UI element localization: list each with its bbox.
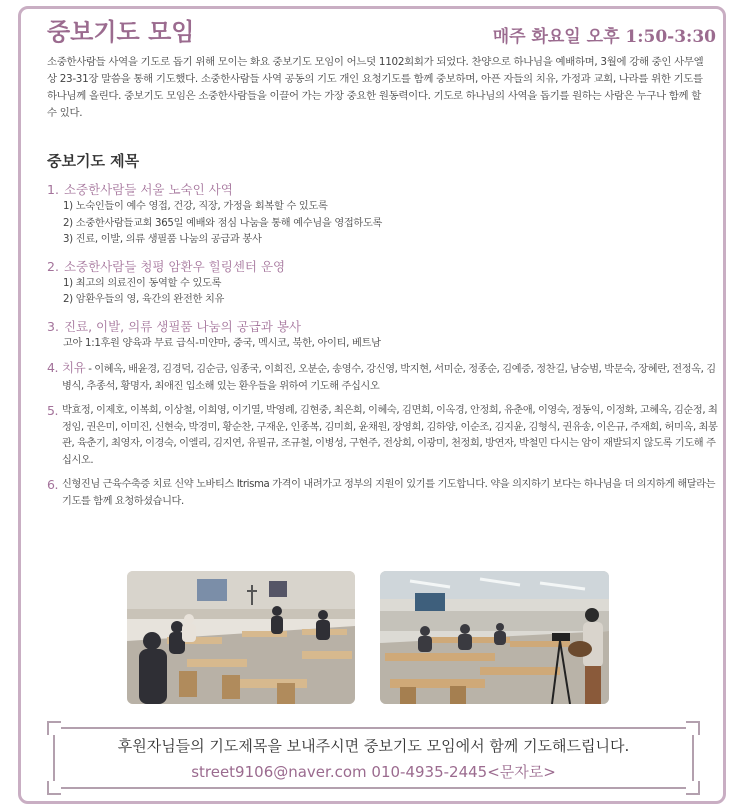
- ornament-corner: [47, 721, 61, 735]
- prayer-item-2: [47, 257, 719, 309]
- prayer-item-1: [47, 180, 719, 249]
- meeting-photo-2: [380, 571, 609, 704]
- prayer-item-3: [47, 317, 719, 353]
- item-number: 1.: [47, 182, 59, 197]
- contact-message: 후원자님들의 기도제목을 보내주시면 중보기도 모임에서 함께 기도해드립니다.: [117, 737, 630, 755]
- item-number: 3.: [47, 318, 59, 334]
- prayer-item-heading: [47, 317, 719, 336]
- ornament-corner: [686, 721, 700, 735]
- sub-item: 고아 1:1후원 양육과 무료 급식-미얀마, 중국, 멕시코, 북한, 아이티, 베트남: [63, 337, 381, 349]
- prayer-item-6: [47, 477, 719, 510]
- prayer-item-heading: [47, 180, 719, 199]
- item-title: 진료, 이발, 의류 생필품 나눔의 공급과 봉사: [63, 318, 302, 334]
- prayer-item-4: [47, 360, 719, 395]
- medication-request: 신형진님 근육수축증 치료 신약 노바티스 Itrisma 가격이 내려가고 정부의 지원이 있기를 기도합니다. 약을 의지하기 보다는 하나님을 더 의지하게 해달라는 기도를 함께 요청하셨습니다.: [62, 479, 716, 507]
- intro-paragraph: 소중한사람들 사역을 기도로 돕기 위해 모이는 화요 중보기도 모임이 어느덧 1102회회가 되었다. 찬양으로 하나님을 예배하며, 3월에 강해 중인 사무엘상 23-31장 말씀을 통해 기도했다. 소중한사람들 사역 공동의 기도 개인 요청기도를 함께 중보하며, 아픈 자들의 치유, 가정과 교회, 나라를 위한 기도를 하나님께 올린다. 중보기도 모임은 소중한사람들을 이끌어 가는 가장 중요한 원동력이다. 기도로 하나님의 사역을 돕기를 원하는 사람은 누구나 함께 할 수 있다.: [47, 56, 704, 119]
- contact-box: [53, 727, 694, 789]
- prayer-item-5: [47, 403, 719, 469]
- prayer-list: [47, 180, 719, 518]
- page-title: 중보기도 모임: [47, 17, 195, 46]
- ornament-corner: [47, 781, 61, 795]
- sub-item: 3) 진료, 이발, 의류 생필품 나눔의 공급과 봉사: [63, 234, 262, 245]
- healing-text: - 이혜옥, 배윤경, 김경덕, 김순금, 임종국, 이희진, 오분순, 송영수, 강신영, 박지현, 서미순, 정종순, 김예증, 정찬길, 남승범, 박문숙, 장혜란, 전정옥, 김병식, 추종석, 황명자, 최애진 입소해 있는 환우들을 위하여 기도해 주십시오: [62, 364, 716, 392]
- item-title: 소중한사람들 청평 암환우 힐링센터 운영: [63, 258, 286, 274]
- sub-item: 1) 최고의 의료진이 동역할 수 있도록: [63, 277, 222, 289]
- healing-label: 치유: [62, 360, 86, 375]
- sub-item: 2) 암환우들의 영, 육간의 완전한 치유: [63, 294, 225, 305]
- section-title: 중보기도 제목: [47, 152, 140, 170]
- item-number: 2.: [47, 258, 59, 274]
- cancer-recurrence-names: 박효정, 이제호, 이복희, 이상철, 이희영, 이기열, 박영례, 김현중, 최은희, 이혜숙, 김면희, 이옥경, 안정희, 유춘애, 이영숙, 정동익, 이정화, 고혜옥, 김순정, 최정임, 권은미, 이미진, 신현숙, 박경미, 황순찬, 구재운, 인종복, 김미희, 윤채원, 장영희, 김하양, 이순조, 김지윤, 김형식, 권유송, 이은규, 주재희, 허미옥, 최봉관, 육춘기, 최영자, 이경숙, 이엘리, 김지연, 유필규, 조규철, 이병성, 구현주, 전상희, 이광미, 천정희, 방연자, 박철민 다시는 암이 재발되지 않도록 기도해 주십시오.: [62, 405, 718, 466]
- item-number: 6.: [47, 477, 59, 492]
- ornament-corner: [686, 781, 700, 795]
- item-number: 4.: [47, 360, 59, 375]
- item-number: 5.: [47, 403, 59, 418]
- item-title: 소중한사람들 서울 노숙인 사역: [63, 182, 233, 197]
- meeting-schedule: 매주 화요일 오후 1:50-3:30: [492, 27, 716, 47]
- prayer-item-heading: [47, 257, 719, 276]
- healing-names: [62, 360, 719, 395]
- sub-item: 1) 노숙인들이 예수 영접, 건강, 직장, 가정을 회복할 수 있도록: [63, 201, 328, 212]
- contact-info[interactable]: street9106@naver.com 010-4935-2445<문자로>: [191, 763, 556, 781]
- meeting-photo-1: [127, 571, 355, 704]
- sub-item: 2) 소중한사람들교회 365일 예배와 점심 나눔을 통해 예수님을 영접하도록: [63, 217, 383, 229]
